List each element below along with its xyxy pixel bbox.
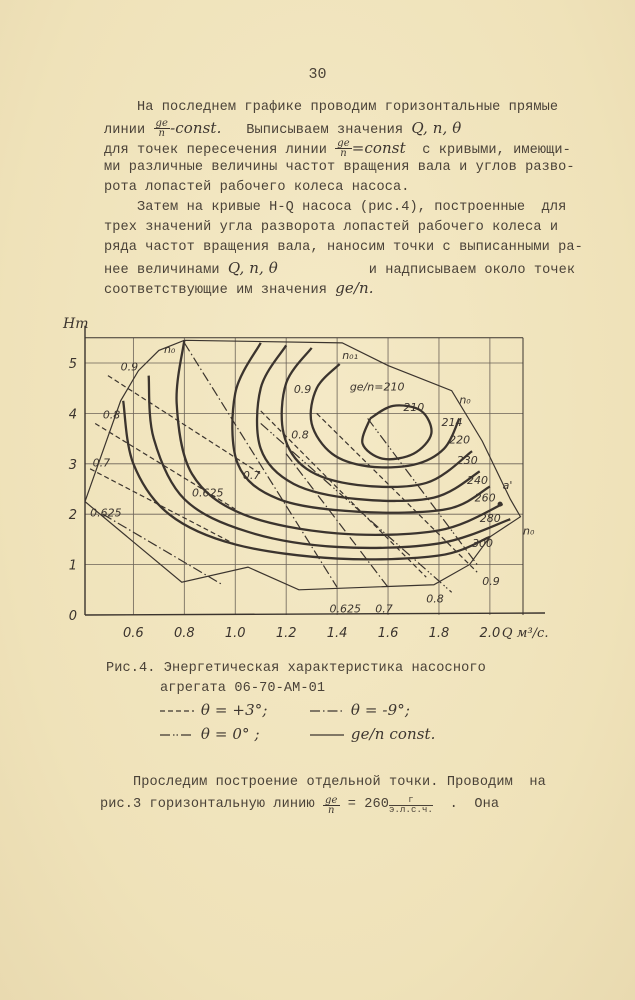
handwritten-formula: Q, n, θ: [411, 119, 462, 137]
paragraph-second-line1: Проследим построение отдельной точки. Проводим на: [100, 775, 546, 790]
x-tick-label: 0.8: [173, 626, 195, 641]
chart-annotation: 0.625: [90, 506, 122, 520]
efficiency-line: [103, 514, 223, 585]
chart-annotation: 220: [449, 433, 471, 447]
text: На последнем графике проводим горизонтальные прямые: [104, 100, 559, 115]
chart-annotation: 260: [474, 491, 496, 505]
fraction-numerator: gе: [155, 118, 169, 129]
chart-annotation: a': [502, 479, 513, 492]
x-tick-label: 1.4: [326, 626, 348, 641]
handwritten-formula: -const.: [170, 119, 222, 137]
formula-fraction: [323, 796, 340, 815]
x-axis: [85, 613, 545, 615]
fraction-numerator: gе: [324, 795, 338, 806]
fraction-numerator: gе: [337, 138, 350, 149]
chart-annotation: 0.9: [293, 383, 312, 397]
chart-annotation: 214: [441, 416, 463, 429]
x-tick-label: 1.2: [275, 626, 297, 641]
x-tick-label: 2.0: [479, 626, 501, 641]
handwritten-formula: =const: [351, 139, 406, 157]
figure-caption-unit: агрегата 06-70-АМ-01: [160, 681, 326, 696]
text: для точек пересечения линии: [104, 143, 336, 158]
text: нее величинами: [104, 263, 228, 278]
data-point-a-prime: [498, 502, 503, 507]
text: Затем на кривые H-Q насоса (рис.4), построенные для: [104, 200, 567, 215]
legend-label: θ = 0° ;: [196, 725, 260, 743]
y-tick-label: 3: [68, 457, 77, 473]
y-axis-label: Hm: [63, 315, 89, 332]
text-line: [104, 258, 575, 278]
text-line: [104, 98, 558, 118]
legend-label: θ = +3°;: [196, 701, 268, 719]
chart-annotation: 0.8: [102, 408, 121, 422]
page-number: 30: [308, 66, 327, 83]
legend-line-sample: [160, 705, 196, 715]
specific-consumption-contour: [311, 364, 460, 467]
text-line: [104, 158, 575, 178]
text-line: [104, 238, 583, 258]
fraction-denominator: n: [327, 805, 335, 816]
unit-denominator: э.л.с.ч.: [389, 805, 434, 815]
chart-annotation: 210: [403, 400, 425, 414]
chart-annotation: 230: [456, 453, 478, 467]
text: линии: [104, 123, 154, 138]
fraction-denominator: n: [340, 148, 347, 159]
chart-annotation: n₀: [523, 524, 535, 538]
legend-line-sample: [160, 729, 196, 739]
x-tick-label: 1.0: [224, 626, 246, 641]
text: = 260: [339, 797, 390, 812]
text: . Она: [433, 797, 500, 812]
legend-line-sample: [310, 705, 346, 715]
chart-annotation: 240: [466, 473, 488, 487]
x-tick-label: 1.6: [377, 626, 399, 641]
figure-caption: Рис.4. Энергетическая характеристика насосного: [106, 661, 486, 676]
chart-annotation: n₀₁: [342, 348, 358, 362]
efficiency-line: [261, 411, 427, 577]
x-tick-label: 1.8: [428, 626, 450, 641]
handwritten-formula: Q, n, θ: [227, 259, 278, 277]
chart-annotation: 0.625: [329, 602, 361, 616]
legend-item: [310, 724, 436, 744]
contour-label: gе/n=210: [349, 380, 405, 394]
text-line: [104, 278, 374, 298]
text-line: [104, 218, 558, 238]
text: рис.3 горизонтальную линию: [100, 797, 323, 812]
chart-annotation: 0.625: [191, 486, 224, 500]
text: рота лопастей рабочего колеса насоса.: [104, 180, 410, 195]
y-tick-label: 1: [68, 558, 77, 574]
y-tick-label: 2: [68, 508, 77, 524]
legend-item: [160, 724, 260, 744]
formula-fraction: [335, 139, 352, 158]
legend-item: [160, 700, 267, 720]
x-tick-label: 0.6: [123, 626, 144, 641]
text: Выписываем значения: [221, 123, 412, 138]
chart-annotation: 0.7: [242, 468, 261, 482]
y-tick-label: 5: [68, 357, 77, 372]
formula-fraction: [154, 119, 171, 138]
energy-characteristic-chart: [0, 310, 635, 650]
text: ми различные величины частот вращения вала и углов разво-: [104, 160, 575, 175]
unit-numerator: г: [389, 796, 433, 806]
fraction-denominator: n: [158, 128, 166, 139]
text: трех значений угла разворота лопастей рабочего колеса и: [104, 220, 559, 235]
paragraph-second-line2: [100, 795, 499, 815]
chart-annotation: 0.9: [482, 574, 500, 588]
chart-annotation: 300: [472, 536, 494, 550]
legend-label: gе/n const.: [346, 725, 436, 743]
chart-annotation: n₀: [163, 342, 176, 356]
chart-annotation: 0.7: [92, 456, 111, 470]
legend-label: θ = -9°;: [346, 701, 410, 719]
chart-annotation: 0.8: [426, 592, 444, 606]
text-line: [104, 118, 461, 138]
text-line: [104, 138, 571, 158]
chart-annotation: 0.7: [375, 602, 393, 616]
chart-annotation: n₀: [459, 393, 471, 407]
text: соответствующие им значения: [104, 283, 336, 298]
chart-annotation: 280: [479, 511, 501, 525]
text-line: [104, 178, 410, 198]
text: с кривыми, имеющи-: [405, 143, 571, 158]
text: и надписываем около точек: [277, 263, 576, 278]
y-tick-label: 0: [68, 609, 77, 624]
chart-annotation: 0.8: [291, 428, 309, 442]
text-line: [104, 198, 566, 218]
y-tick-label: 4: [68, 407, 77, 423]
unit-fraction: [389, 796, 433, 815]
text: ряда частот вращения вала, наносим точки с выписанными ра-: [104, 240, 583, 255]
handwritten-formula: gе/n.: [335, 279, 374, 297]
x-axis-label: Q м³/с.: [501, 626, 549, 641]
legend-item: [310, 700, 410, 720]
legend-line-sample: [310, 729, 346, 739]
chart-annotation: 0.9: [120, 360, 139, 374]
